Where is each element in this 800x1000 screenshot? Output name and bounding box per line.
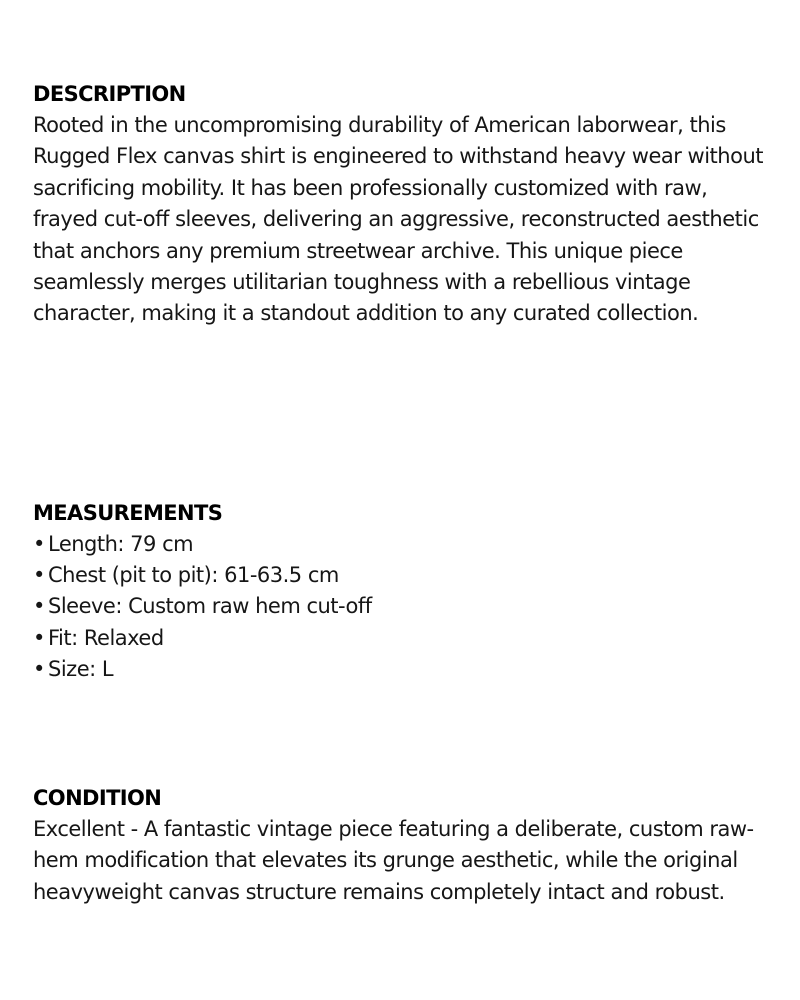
bullet-icon: •: [33, 656, 45, 681]
measurement-item-fit: [33, 623, 372, 654]
measurements-section: [33, 499, 372, 685]
measurement-item-length: [33, 529, 372, 560]
bullet-icon: •: [33, 563, 45, 588]
measurement-item-chest: [33, 560, 372, 591]
measurement-item-size: [33, 654, 372, 685]
measurement-text: Size: L: [48, 656, 114, 681]
measurement-text: Length: 79 cm: [48, 532, 194, 556]
condition-text: Excellent - A fantastic vintage piece featuring a deliberate, custom raw-hem modification that elevates its grunge aesthetic, while the original heavyweight canvas structure remains completely intact and robust.: [33, 817, 754, 904]
measurement-text: Sleeve: Custom raw hem cut-off: [48, 594, 372, 619]
measurement-item-sleeve: [33, 591, 372, 622]
measurement-text: Fit: Relaxed: [48, 625, 164, 650]
description-heading: DESCRIPTION: [33, 82, 186, 106]
bullet-icon: •: [33, 594, 45, 619]
measurements-heading: MEASUREMENTS: [33, 501, 223, 525]
bullet-icon: •: [33, 625, 45, 650]
description-text: Rooted in the uncompromising durability of American laborwear, this Rugged Flex canvas shirt is engineered to withstand heavy wear without sacrificing mobility. It has been professionally customized with raw, frayed cut-off sleeves, delivering an aggressive, reconstructed aesthetic that anchors any premium streetwear archive. This unique piece seamlessly merges utilitarian toughness with a rebellious vintage character, making it a standout addition to any curated collection.: [33, 113, 763, 326]
measurement-text: Chest (pit to pit): 61-63.5 cm: [48, 563, 339, 588]
bullet-icon: •: [33, 532, 45, 556]
condition-section: [33, 784, 768, 908]
description-section: [33, 80, 768, 330]
measurements-list: [33, 529, 372, 685]
condition-heading: CONDITION: [33, 786, 162, 810]
